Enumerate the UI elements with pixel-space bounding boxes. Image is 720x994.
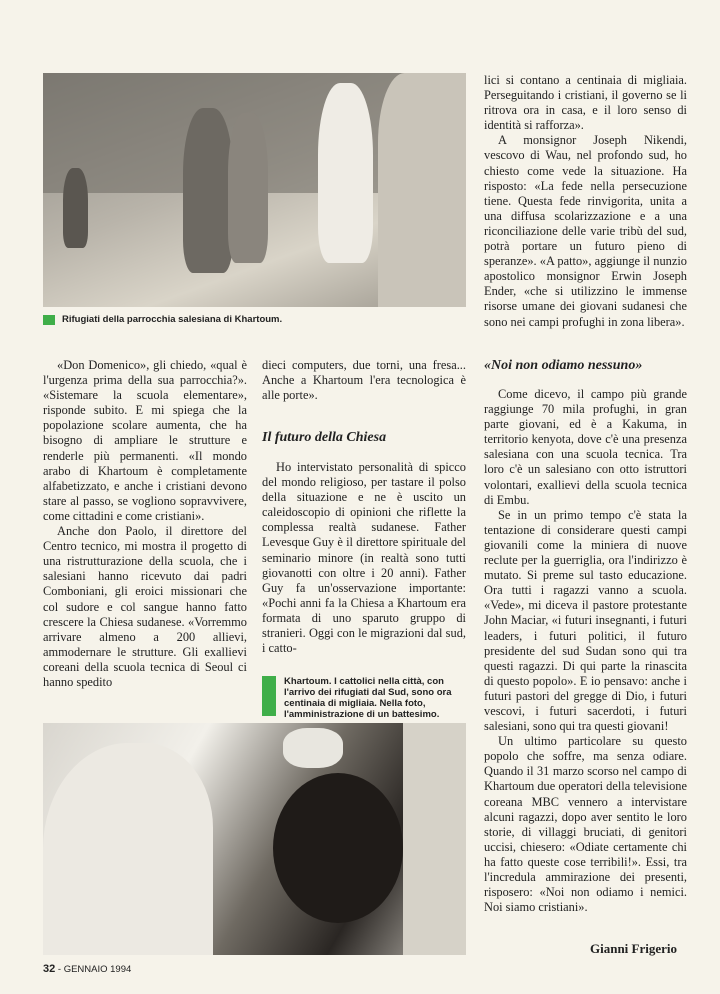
col3-paragraph-4: Se in un primo tempo c'è stata la tentazione di considerare questi campi giovanili come la miniera di nuove reclute per la guerriglia, ora l'indirizzo è mutato. Si preme sul tasto educazione. Ora tutti i ragazzi vanno a scuola. «Vede», mi diceva il pastore protestante John Maciar, «i futuri insegnanti, i futuri leaders, i futuri politici, il futuro presidente del sud Sudan sono qui tra questi ragazzi. Di qui parte la rinascita di questo popolo». E io pensavo: anche i futuri pastori del gregge di Dio, i futuri vescovi, i futuri sacerdoti, i futuri salesiani, sono qui tra questi giovani! [484, 507, 687, 734]
column-3-top [484, 73, 687, 330]
col2-paragraph-1: Ho intervistato personalità di spicco del mondo religioso, per tastare il polso della situazione e ne è uscito un caleidoscopio di opinioni che riflette la complessa realtà sudanese. Father Levesque Guy è il direttore spirituale del seminario minore (in realtà sono tutti giovanotti con oltre i 20 anni). Father Guy fa un'osservazione importante: «Pochi anni fa la Chiesa a Khartoum era formata di uno sparuto gruppo di stranieri. Oggi con le migrazioni dal sud, i catto- [262, 460, 466, 656]
page-folio [43, 963, 131, 975]
col3-paragraph-3: Come dicevo, il campo più grande raggiunge 70 mila profughi, in gran parte giovani, ed è a Kakuma, in territorio kenyota, dove c'è una presenza salesiana con una scuola tecnica. Tra loro c'è un salesiano con otto istruttori volontari, exallievi della scuola tecnica di Embu. [484, 387, 687, 507]
page-number: 32 [43, 963, 56, 975]
issue-date: - GENNAIO 1994 [57, 964, 132, 975]
col3-paragraph-1: lici si contano a centinaia di migliaia. Perseguitando i cristiani, il governo se li ritrova ora in casa, e il loro senso di identità si rafforza». [484, 73, 687, 133]
col1-paragraph-1: «Don Domenico», gli chiedo, «qual è l'urgenza prima della sua parrocchia?». «Sistemare la scuola elementare», risponde subito. E mi spiega che la popolazione scolare aumenta, che ha bisogno di ampliare le strutture e renderle più permanenti. «Il mondo arabo di Khartoum è completamente alfabetizzato, e anche i cristiani devono stare al passo, se vogliono sopravvivere, come cittadini e come cristiani». [43, 358, 247, 523]
column-3 [484, 387, 687, 915]
refugees-photo [43, 73, 466, 307]
baptism-photo-caption: Khartoum. I cattolici nella città, con l'arrivo dei rifugiati dal Sud, sono ora centinaia di migliaia. Nella foto, l'amministrazione di un battesimo. [284, 676, 452, 720]
author-signature: Gianni Frigerio [590, 941, 678, 956]
section-heading-future: Il futuro della Chiesa [262, 430, 387, 445]
column-2 [262, 460, 466, 656]
caption-marker [262, 676, 276, 716]
col1-paragraph-2: Anche don Paolo, il direttore del Centro tecnico, mi mostra il progetto di una ristrutturazione della scuola, che i salesiani hanno ricevuto dai padri Comboniani, gli eroici missionari che col sudore e col sangue hanno fatto crescere la Chiesa sudanese. «Vorremmo arrivare almeno a 200 allievi, ammodernare le strutture. Gli exallievi coreani della scuola tecnica di Seoul ci hanno spedito [43, 524, 247, 689]
col3-paragraph-2: A monsignor Joseph Nikendi, vescovo di Wau, nel profondo sud, ho chiesto come vede la situazione. Ha risposto: «La fede nella persecuzione tiene. Questa fede rinvigorita, unita a una diffusa scolarizzazione e a una riconciliazione delle varie tribù del sud, potrà portare un futuro pieno di speranze». «A patto», aggiunge il nunzio apostolico monsignor Erwin Joseph Ender, «che si utilizzino le immense risorse umane dei giovani sudanesi che sono nei campi profughi in zona libera». [484, 133, 687, 329]
col3-paragraph-5: Un ultimo particolare su questo popolo che soffre, ma senza odiare. Quando il 31 marzo scorso nel campo di Khartoum due operatori della televisione coreana MBC vennero a intervistare alcuni ragazzi, dopo aver sentito le loro storie, di villaggi bruciati, di genitori uccisi, chiesero: «Odiate certamente chi ha fatto queste cose terribili!». Essi, tra l'incredula ammirazione dei presenti, risposero: «Noi non odiamo i nemici. Noi siamo cristiani». [484, 734, 687, 915]
section-heading-no-hate: «Noi non odiamo nessuno» [484, 358, 643, 373]
column-2-intro [262, 358, 466, 403]
col2-intro: dieci computers, due torni, una fresa... Anche a Khartoum l'era tecnologica è alle porte». [262, 358, 466, 403]
baptism-photo [43, 723, 466, 955]
caption-marker [43, 315, 55, 325]
top-photo-caption: Rifugiati della parrocchia salesiana di Khartoum. [62, 314, 283, 325]
column-1 [43, 358, 247, 690]
